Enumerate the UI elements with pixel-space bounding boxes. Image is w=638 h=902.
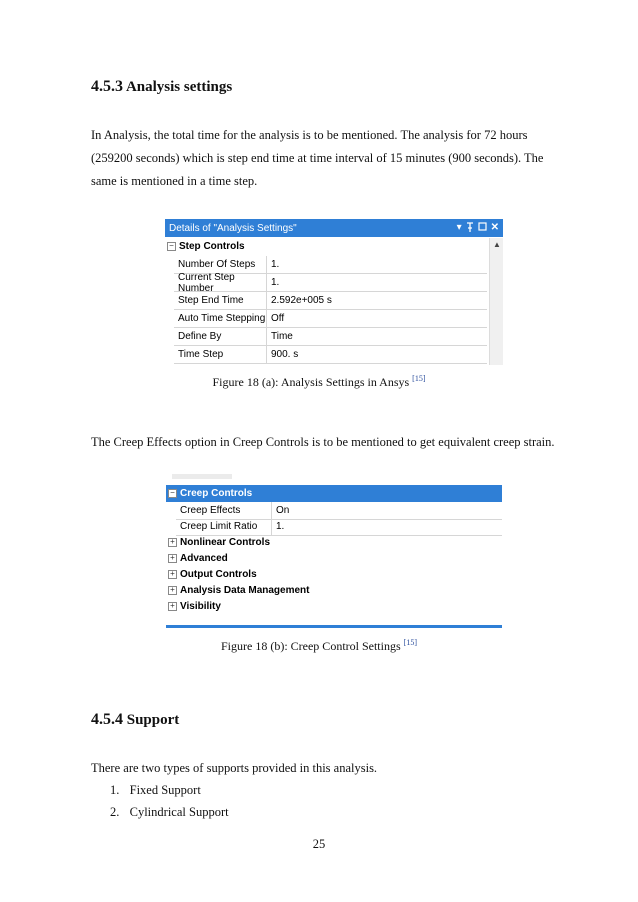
property-value[interactable]: 2.592e+005 s <box>271 295 332 306</box>
property-label: Time Step <box>174 346 267 363</box>
property-label: Number Of Steps <box>174 256 267 273</box>
section-number: 4.5.3 <box>91 78 123 95</box>
figure-caption-b: Figure 18 (b): Creep Control Settings [15] <box>221 638 417 653</box>
section-heading-analysis-settings <box>91 78 232 96</box>
property-label: Define By <box>174 328 267 345</box>
section-row-label: Advanced <box>180 553 228 564</box>
section-row-output-controls[interactable] <box>166 566 257 583</box>
section-row-label: Step Controls <box>179 241 245 252</box>
section-title: Support <box>126 712 180 728</box>
paragraph-line: In Analysis, the total time for the analysis is to be mentioned. The analysis for 72 hours <box>91 128 528 142</box>
section-row-nonlinear-controls[interactable] <box>166 534 270 551</box>
creep-controls-panel <box>166 474 502 630</box>
section-row-analysis-data-management[interactable] <box>166 582 310 599</box>
restore-icon[interactable] <box>478 222 487 235</box>
citation-ref: [15] <box>412 374 426 383</box>
paragraph-analysis-time <box>91 124 577 193</box>
property-value[interactable]: On <box>276 505 290 516</box>
page-number: 25 <box>312 837 326 851</box>
property-label: Current Step Number <box>174 274 267 291</box>
close-icon[interactable]: ✕ <box>490 221 499 233</box>
section-heading-support <box>91 711 179 729</box>
citation-ref: [15] <box>403 638 417 647</box>
property-row[interactable] <box>174 328 487 346</box>
section-row-label: Visibility <box>180 601 221 612</box>
analysis-settings-panel <box>165 219 503 365</box>
section-row-label: Analysis Data Management <box>180 585 310 596</box>
clipped-row-fragment <box>172 474 232 479</box>
chevron-up-icon[interactable]: ▲ <box>493 240 501 249</box>
property-row[interactable] <box>174 271 487 294</box>
paragraph-creep-effects: The Creep Effects option in Creep Controls is to be mentioned to get equivalent creep strain. <box>91 435 555 449</box>
section-row-label: Nonlinear Controls <box>180 537 271 548</box>
section-title: Analysis settings <box>125 79 233 95</box>
property-value[interactable]: 1. <box>276 521 285 532</box>
list-item: 1. Fixed Support <box>110 783 201 797</box>
property-label: Step End Time <box>174 292 267 309</box>
section-row-creep-controls[interactable] <box>166 485 502 502</box>
section-number: 4.5.4 <box>91 711 123 728</box>
expand-toggle[interactable]: + <box>168 554 177 563</box>
expand-toggle[interactable]: + <box>168 602 177 611</box>
section-row-advanced[interactable] <box>166 550 228 567</box>
supports-list <box>110 779 229 823</box>
section-row-visibility[interactable] <box>166 598 221 615</box>
panel-title: Details of "Analysis Settings" <box>169 222 297 234</box>
property-row[interactable] <box>174 346 487 364</box>
paragraph-line: same is mentioned in a time step. <box>91 174 258 188</box>
collapse-toggle[interactable]: − <box>167 242 176 251</box>
expand-toggle[interactable]: + <box>168 570 177 579</box>
property-label: Creep Effects <box>176 502 272 519</box>
expand-toggle[interactable]: + <box>168 586 177 595</box>
property-row[interactable] <box>174 292 487 310</box>
list-item: 2. Cylindrical Support <box>110 805 229 819</box>
collapse-toggle[interactable]: − <box>168 489 177 498</box>
chevron-down-icon[interactable]: ▾ <box>456 221 462 233</box>
panel-bottom-bar <box>166 625 502 628</box>
pin-icon[interactable] <box>466 222 474 235</box>
section-row-label: Creep Controls <box>180 488 253 499</box>
vertical-scrollbar[interactable] <box>489 238 503 365</box>
figure-caption-a: Figure 18 (a): Analysis Settings in Ansys [15] <box>212 374 426 389</box>
expand-toggle[interactable]: + <box>168 538 177 547</box>
property-value[interactable]: 1. <box>271 259 280 270</box>
paragraph-line: (259200 seconds) which is step end time at time interval of 15 minutes (900 seconds). The <box>91 151 544 165</box>
property-value[interactable]: 900. s <box>271 349 299 360</box>
property-value[interactable]: Off <box>271 313 285 324</box>
paragraph-support-types: There are two types of supports provided in this analysis. <box>91 761 378 775</box>
property-label: Creep Limit Ratio <box>176 518 272 535</box>
property-value[interactable]: Time <box>271 331 293 342</box>
panel-titlebar <box>165 219 503 237</box>
section-row-step-controls[interactable] <box>165 238 487 255</box>
property-row[interactable] <box>174 310 487 328</box>
property-label: Auto Time Stepping <box>174 310 267 327</box>
property-value[interactable]: 1. <box>271 277 280 288</box>
section-row-label: Output Controls <box>180 569 257 580</box>
